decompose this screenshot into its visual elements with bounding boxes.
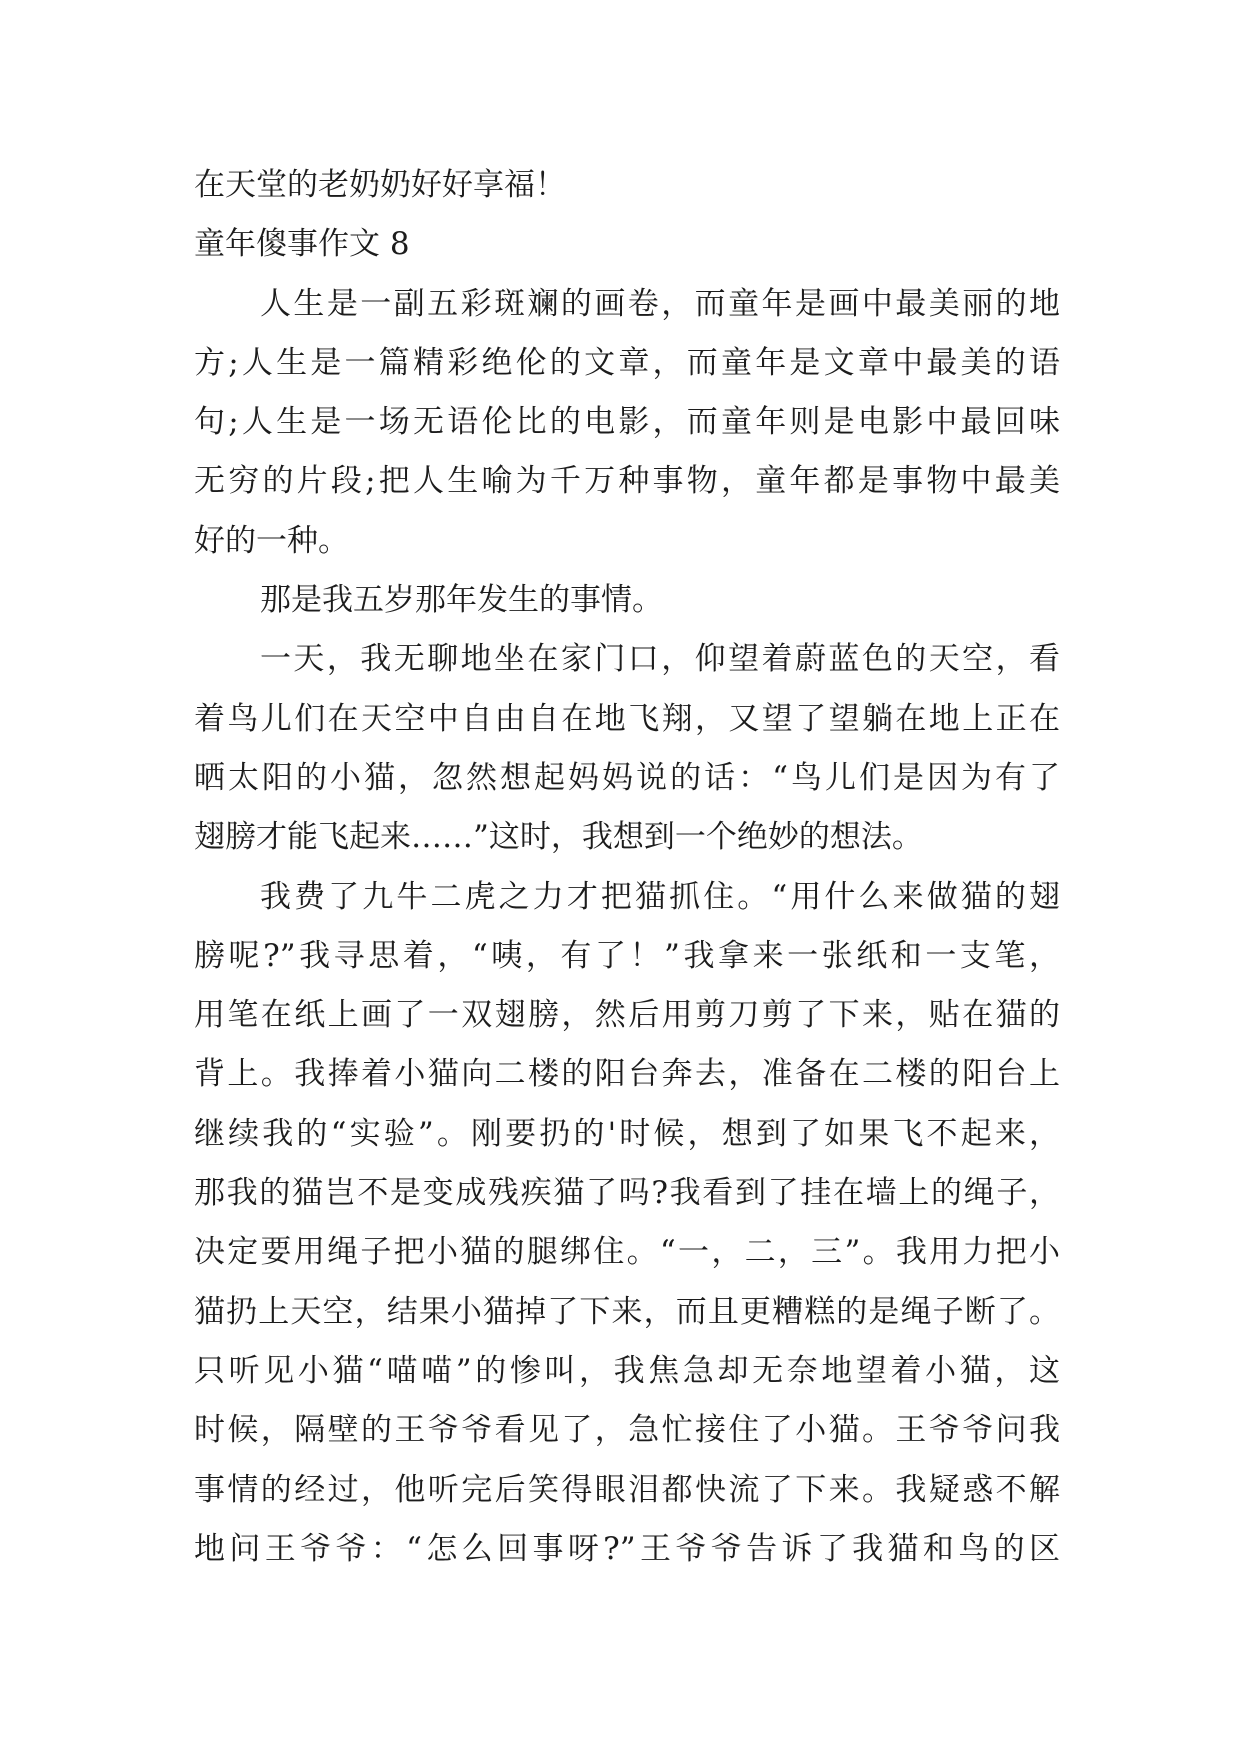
closing-line: 在天堂的老奶奶好好享福！ <box>194 167 566 203</box>
paragraph <box>194 630 1060 867</box>
text-line: 继续我的“实验”。刚要扔的'时候，想到了如果飞不起来， <box>194 1115 1060 1152</box>
text-line: 只听见小猫“喵喵”的惨叫，我焦急却无奈地望着小猫，这 <box>194 1352 1060 1389</box>
paragraph <box>194 275 1060 571</box>
text-line: 方;人生是一篇精彩绝伦的文章，而童年是文章中最美的语 <box>194 344 1060 381</box>
document-body <box>194 156 1060 1579</box>
text-line: 一天，我无聊地坐在家门口，仰望着蔚蓝色的天空，看 <box>260 641 1060 678</box>
text-line: 时候，隔壁的王爷爷看见了，急忙接住了小猫。王爷爷问我 <box>194 1412 1060 1449</box>
text-line: 那是我五岁那年发生的事情。 <box>260 582 663 619</box>
text-line: 好的一种。 <box>194 522 349 559</box>
essay-heading: 童年傻事作文 8 <box>194 226 410 263</box>
text-line: 那我的猫岂不是变成残疾猫了吗?我看到了挂在墙上的绳子， <box>194 1175 1060 1212</box>
text-line: 翅膀才能飞起来……”这时，我想到一个绝妙的想法。 <box>194 819 923 856</box>
text-line: 背上。我捧着小猫向二楼的阳台奔去，准备在二楼的阳台上 <box>194 1056 1060 1093</box>
text-line: 晒太阳的小猫，忽然想起妈妈说的话：“鸟儿们是因为有了 <box>194 759 1060 796</box>
text-line: 句;人生是一场无语伦比的电影，而童年则是电影中最回味 <box>194 404 1060 441</box>
text-line: 用笔在纸上画了一双翅膀，然后用剪刀剪了下来，贴在猫的 <box>194 997 1060 1034</box>
paragraph <box>194 868 1060 1580</box>
text-line: 着鸟儿们在天空中自由自在地飞翔，又望了望躺在地上正在 <box>194 700 1060 737</box>
paragraph <box>194 571 1060 630</box>
text-line: 地问王爷爷：“怎么回事呀?”王爷爷告诉了我猫和鸟的区 <box>194 1530 1060 1567</box>
text-line: 我费了九牛二虎之力才把猫抓住。“用什么来做猫的翅 <box>260 878 1060 915</box>
text-line: 膀呢?”我寻思着，“咦，有了！”我拿来一张纸和一支笔， <box>194 937 1060 974</box>
text-line: 决定要用绳子把小猫的腿绑住。“一，二，三”。我用力把小 <box>194 1234 1060 1271</box>
text-line: 事情的经过，他听完后笑得眼泪都快流了下来。我疑惑不解 <box>194 1471 1060 1508</box>
text-line: 猫扔上天空，结果小猫掉了下来，而且更糟糕的是绳子断了。 <box>194 1293 1060 1330</box>
text-line: 人生是一副五彩斑斓的画卷，而童年是画中最美丽的地 <box>260 285 1060 322</box>
text-line: 无穷的片段;把人生喻为千万种事物，童年都是事物中最美 <box>194 463 1060 500</box>
